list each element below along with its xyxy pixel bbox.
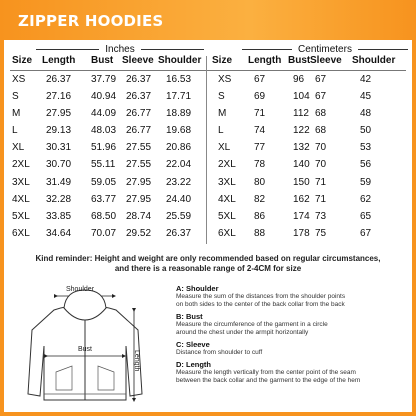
table-cell: 67 [315,91,327,103]
table-cell: 45 [360,91,372,103]
table-cell: 3XL [12,176,30,188]
table-cell: 27.55 [126,142,152,154]
table-row [8,159,408,176]
table-cell: M [218,108,227,120]
table-cell: 68 [315,125,327,137]
table-cell: 74 [254,125,266,137]
table-cell: 104 [293,91,310,103]
table-row [8,142,408,159]
table-cell: 63.77 [91,193,117,205]
table-cell: 70 [315,142,327,154]
table-cell: L [12,125,18,137]
table-cell: 71 [254,108,266,120]
table-cell: 67 [315,74,327,85]
table-cell: 22.04 [166,159,192,171]
header-size-cm: Size [212,55,233,66]
table-cell: 59.05 [91,176,117,188]
figure-bust-label: Bust [78,346,93,353]
table-cell: 82 [254,193,266,205]
group-centimeters-label: Centimeters [298,43,352,55]
kind-reminder [10,254,406,273]
table-header [8,55,408,71]
chart-title: ZIPPER HOODIES [18,12,164,30]
table-cell: 132 [293,142,310,154]
table-cell: 48 [360,108,372,120]
table-cell: 53 [360,142,372,154]
table-cell: 71 [315,193,327,205]
table-cell: 23.22 [166,176,192,188]
table-cell: 27.16 [46,91,72,103]
table-cell: 59 [360,176,372,188]
table-cell: 3XL [218,176,236,188]
table-cell: 30.31 [46,142,72,154]
table-cell: 6XL [12,227,30,239]
table-cell: 68 [315,108,327,120]
table-cell: XL [12,142,25,154]
group-inches-label: Inches [105,43,135,55]
table-cell: 67 [360,227,372,239]
table-cell: 174 [293,210,310,222]
definition-length: D: Length Measure the length vertically from the center point of the seam between the back collar and the garment to the edge of the hem [176,360,361,384]
table-row [8,228,408,245]
header-bust-in: Bust [91,55,114,66]
header-shoulder-cm: Shoulder [352,55,396,66]
table-cell: 4XL [12,193,30,205]
header-length-cm: Length [248,55,282,66]
table-cell: 28.74 [126,210,152,222]
table-cell: 178 [293,227,310,239]
table-cell: 70.07 [91,227,117,239]
table-cell: 17.71 [166,91,192,103]
table-cell: 2XL [218,159,236,171]
header-bust-cm: Bust [288,55,311,66]
table-cell: XS [218,74,232,85]
table-row [8,194,408,211]
measurement-guide [8,280,408,408]
table-cell: 25.59 [166,210,192,222]
table-cell: 26.37 [126,74,152,85]
size-table [8,40,408,246]
table-cell: 48.03 [91,125,117,137]
table-cell: 5XL [12,210,30,222]
table-cell: 32.28 [46,193,72,205]
table-cell: 150 [293,176,310,188]
table-cell: 68.50 [91,210,117,222]
table-row [8,74,408,91]
title-band [0,0,416,40]
hoodie-figure [16,286,156,408]
header-size-in: Size [12,55,33,66]
table-cell: 70 [315,159,327,171]
table-cell: 67 [254,74,266,85]
header-sleeve-cm: Sleeve [310,55,342,66]
table-cell: 62 [360,193,372,205]
table-cell: 56 [360,159,372,171]
table-row [8,177,408,194]
header-divider [10,70,406,71]
table-cell: XS [12,74,26,85]
definition-sleeve: C: Sleeve Distance from shoulder to cuff [176,340,263,356]
table-cell: 20.86 [166,142,192,154]
table-cell: 96 [293,74,305,85]
table-cell: 27.95 [46,108,72,120]
table-row [8,108,408,125]
table-cell: 44.09 [91,108,117,120]
table-cell: 5XL [218,210,236,222]
table-cell: 50 [360,125,372,137]
table-row [8,125,408,142]
table-cell: 75 [315,227,327,239]
table-cell: 29.13 [46,125,72,137]
table-cell: 27.95 [126,193,152,205]
table-cell: 4XL [218,193,236,205]
table-cell: 42 [360,74,372,85]
table-rows [8,74,408,245]
figure-length-label: Length [133,350,140,372]
group-inches [36,42,204,56]
table-row [8,211,408,228]
table-cell: 55.11 [91,159,116,171]
table-cell: S [12,91,19,103]
table-cell: 18.89 [166,108,192,120]
table-cell: 122 [293,125,310,137]
table-cell: 30.70 [46,159,72,171]
table-cell: 26.77 [126,108,152,120]
table-cell: 78 [254,159,266,171]
table-cell: 71 [315,176,327,188]
table-cell: M [12,108,21,120]
header-sleeve-in: Sleeve [122,55,154,66]
table-cell: 27.55 [126,159,152,171]
table-cell: 80 [254,176,266,188]
table-cell: 29.52 [126,227,152,239]
table-cell: 2XL [12,159,30,171]
table-cell: 37.79 [91,74,117,85]
table-cell: XL [218,142,231,154]
group-centimeters [242,42,408,56]
table-cell: S [218,91,225,103]
table-cell: 34.64 [46,227,72,239]
header-length-in: Length [42,55,76,66]
table-cell: 73 [315,210,327,222]
figure-shoulder-label: Shoulder [66,286,95,293]
table-cell: 31.49 [46,176,72,188]
table-cell: 112 [293,108,309,120]
table-cell: 162 [293,193,310,205]
table-cell: 77 [254,142,266,154]
definition-bust: B: Bust Measure the circumference of the garment in a circle around the chest under the armpit horizontally [176,312,328,336]
table-cell: L [218,125,224,137]
header-shoulder-in: Shoulder [158,55,202,66]
kind-reminder-line-2: and there is a reasonable range of 2-4CM for size [114,263,302,273]
kind-reminder-line-1: Kind reminder: Height and weight are only recommended based on regular circumstances, [35,254,381,263]
table-cell: 6XL [218,227,236,239]
table-cell: 19.68 [166,125,192,137]
table-cell: 33.85 [46,210,72,222]
table-cell: 16.53 [166,74,192,85]
table-cell: 40.94 [91,91,117,103]
table-cell: 69 [254,91,266,103]
table-cell: 86 [254,210,266,222]
table-cell: 26.37 [46,74,72,85]
table-cell: 65 [360,210,372,222]
table-cell: 88 [254,227,266,239]
table-cell: 26.37 [166,227,192,239]
table-row [8,91,408,108]
table-cell: 51.96 [91,142,117,154]
table-cell: 24.40 [166,193,192,205]
table-cell: 26.77 [126,125,152,137]
table-cell: 140 [293,159,310,171]
measurement-definitions [176,284,408,388]
definition-shoulder: A: Shoulder Measure the sum of the distances from the shoulder points on both sides to the center of the back collar from the back [176,284,346,308]
table-cell: 26.37 [126,91,152,103]
table-cell: 27.95 [126,176,152,188]
